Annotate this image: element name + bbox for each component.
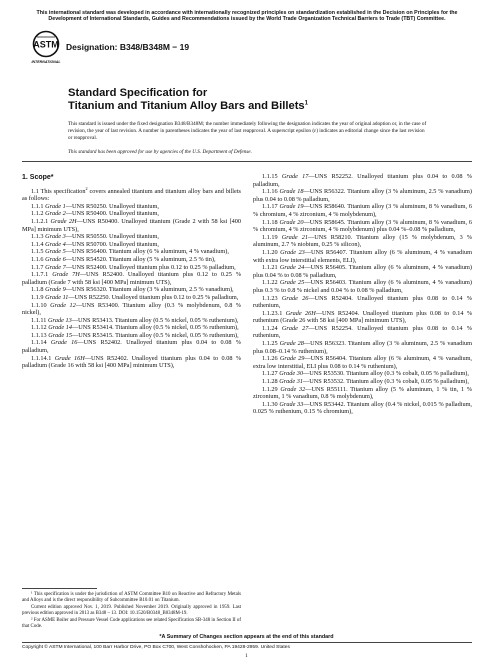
grade-description: —UNS R56407. Titanium alloy (6 % aluminum, 4 % vanadium with extra low interstitial elements, ELI), [253,248,473,264]
grade-description: —UNS R53415. Titanium alloy (0.5 % nickel, 0.05 % ruthenium), [71,331,239,339]
grade-item [253,188,472,203]
grade-item-number: 1.1.8 [31,286,44,294]
grade-name: Grade 19 [279,203,304,211]
title-text: Titanium and Titanium Alloy Bars and Billets [68,100,305,112]
right-column [253,173,472,416]
grade-item-number: 1.1.2 [31,210,44,218]
issuance-note: This standard is issued under the fixed designation B348/B348M; the number immediately following the designation indicates the year of original adoption or, in the case of revision, the year of last revision. A number in parentheses indicates the year of last reapproval. A superscript epsilon (ε) indicates an editorial change since the last revision or reapproval. [68,121,427,141]
grade-item [253,370,472,378]
grade-item [22,302,241,317]
grade-description: —UNS R53400. Titanium alloy (0.3 % molybdenum, 0.8 % nickel), [22,301,241,317]
grade-item-number: 1.1.23.1 [262,309,283,317]
grade-list-left [22,203,241,370]
grade-name: Grade 26 [281,294,309,302]
grade-description: —UNS R53413. Titanium alloy (0.5 % nickel, 0.05 % ruthenium), [71,316,239,324]
grade-description: —UNS R52254. Unalloyed titanium plus 0.08 to 0.14 % ruthenium, [253,324,472,340]
footnote-1: ¹ This specification is under the jurisdiction of ASTM Committee B10 on Reactive and Refractory Metals and Alloys and is the direct responsibility of Subcommittee B10.01 on Titanium. [22,592,241,603]
grade-name: Grade 16H [54,354,85,362]
grade-item-number: 1.1.25 [262,340,278,348]
grade-description: —UNS R52400. Unalloyed titanium plus 0.12 to 0.25 % palladium, [65,263,236,271]
grade-name: Grade 11 [45,293,69,301]
grade-item [253,249,472,264]
grade-item-number: 1.1.18 [262,218,278,226]
grade-item [253,279,472,294]
grade-item-number: 1.1.20 [262,248,278,256]
grade-item [22,294,241,302]
grade-name: Grade 5 [45,248,66,256]
grade-item-number: 1.1.3 [31,233,44,241]
grade-name: Grade 7H [52,271,80,279]
grade-description: —UNS R56404. Titanium alloy (6 % aluminum, 4 % vanadium, extra low interstitial, ELI plus 0.08 to 0.14 % ruthenium), [253,355,472,370]
scope-intro [22,185,241,203]
grade-name: Grade 17 [281,173,309,180]
grade-item-number: 1.1.29 [262,385,278,393]
grade-item [22,271,241,286]
grade-item [253,173,472,188]
grade-name: Grade 27 [281,324,309,332]
grade-item-number: 1.1.1 [31,202,44,210]
grade-item-number: 1.1.26 [262,355,278,363]
grade-item-number: 1.1.9 [31,293,44,301]
wto-note: This international standard was developed in accordance with internationally recognized principles on standardization established in the Decision on Principles for the Development of International Standards, Guides and Recommendations issued by the World Trade Organization Technical Barriers to Trade (TBT) Committee. [36,10,458,23]
grade-description: —UNS R50400. Unalloyed titanium (Grade 2 with 58 ksi [400 MPa] minimum UTS), [22,217,242,233]
grade-description: —UNS R50700. Unalloyed titanium, [65,240,159,248]
grade-item [22,339,241,354]
grade-item [22,218,241,233]
grade-item [22,317,241,325]
grade-description: —UNS R52402. Unalloyed titanium plus 0.04 to 0.08 % palladium (Grade 16 with 58 ksi [400 MPa] minimum UTS), [22,354,242,370]
grade-item [253,340,472,355]
grade-name: Grade 9 [45,286,66,294]
title-footnote-ref: 1 [304,100,308,107]
grade-description: —UNS R56320. Titanium alloy (3 % aluminum, 2.5 % vanadium), [65,286,234,294]
grade-description: —UNS R50400. Unalloyed titanium, [65,210,159,218]
grade-item-number: 1.1.13 [31,331,47,339]
grade-description: —UNS R50550. Unalloyed titanium, [65,233,159,241]
page-number: 1 [245,653,248,659]
grade-name: Grade 14 [48,324,72,332]
dod-approval-note: This standard has been approved for use by agencies of the U.S. Department of Defense. [68,149,252,155]
grade-name: Grade 18 [279,188,304,196]
grade-item-number: 1.1.7.1 [31,271,49,279]
grade-item [22,256,241,264]
grade-description: —UNS R56400. Titanium alloy (6 % aluminum, 4 % vanadium), [65,248,229,256]
grade-item [22,210,241,218]
scope-footnote-ref: 2 [85,185,88,191]
grade-item [253,219,472,234]
designation: Designation: B348/B348M − 19 [66,42,190,52]
grade-description: —UNS R52404. Unalloyed titanium plus 0.08 to 0.14 % ruthenium (Grade 26 with 58 ksi [400 MPa] minimum UTS), [253,309,473,325]
grade-description: —UNS R52252. Unalloyed titanium plus 0.04 to 0.08 % palladium, [253,173,472,188]
grade-description: —UNS R55111. Titanium alloy (5 % aluminum, 1 % tin, 1 % zirconium, 1 % vanadium, 0.8 % molybdenum), [253,385,472,401]
grade-item-number: 1.1.4 [31,240,44,248]
grade-item [22,264,241,272]
grade-description: —UNS R56405. Titanium alloy (6 % aluminum, 4 % vanadium) plus 0.04 % to 0.08 % palladium, [253,264,472,279]
grade-item-number: 1.1.22 [262,279,278,287]
grade-item-number: 1.1.23 [262,294,278,302]
grade-name: Grade 30 [279,370,303,378]
grade-description: —UNS R53414. Titanium alloy (0.5 % nickel, 0.05 % ruthenium), [71,324,239,332]
grade-item [253,401,472,416]
grade-name: Grade 7 [45,263,66,271]
grade-item [22,332,241,340]
grade-name: Grade 4 [45,240,66,248]
scope-intro-text-b: covers annealed titanium and titanium alloy bars and billets as follows: [22,187,241,203]
grade-item-number: 1.1.14 [31,339,47,347]
page-title [68,87,308,113]
grade-item-number: 1.1.15 [262,173,278,180]
copyright: Copyright © ASTM International, 100 Barr Harbor Drive, PO Box C700, West Conshohocken, PA 19428-2959. United States [22,645,290,650]
grade-item-number: 1.1.17 [262,203,278,211]
grade-description: —UNS R54520. Titanium alloy (5 % aluminum, 2.5 % tin), [65,255,216,263]
grade-item [253,310,472,325]
grade-item [253,325,472,340]
grade-description: —UNS R56403. Titanium alloy (6 % aluminum, 4 % vanadium) plus 0.3 % to 0.8 % nickel and 0.04 % to 0.08 % palladium, [253,279,472,294]
grade-item [22,248,241,256]
grade-name: Grade 29 [279,355,305,363]
bottom-divider [22,642,472,643]
divider [22,161,472,162]
grade-name: Grade 13 [47,316,72,324]
grade-item [22,241,241,249]
footnote-2: ² For ASME Boiler and Pressure Vessel Code applications see related Specification SB-348 in Section II of that Code. [22,617,241,629]
grade-description: —UNS R52404. Unalloyed titanium plus 0.08 to 0.14 % ruthenium, [253,294,472,310]
title-line-1: Standard Specification for [68,87,208,99]
grade-name: Grade 23 [280,248,305,256]
grade-name: Grade 28 [279,340,304,348]
grade-item [253,264,472,279]
grade-description: —UNS R56322. Titanium alloy (3 % aluminum, 2.5 % vanadium) plus 0.04 to 0.08 % palladium, [253,188,472,203]
grade-item-number: 1.1.5 [31,248,44,256]
grade-name: Grade 6 [45,255,66,263]
grade-name: Grade 31 [279,378,303,386]
grade-name: Grade 21 [281,233,308,241]
scope-intro-text-a: 1.1 This specification [31,187,86,195]
grade-name: Grade 1 [45,202,66,210]
grade-description: —UNS R50250. Unalloyed titanium, [65,202,159,210]
grade-item [253,234,472,249]
grade-item-number: 1.1.11 [31,316,47,324]
grade-description: —UNS R53442. Titanium alloy (0.4 % nickel, 0.015 % palladium, 0.025 % ruthenium, 0.15 % chromium), [253,400,472,416]
grade-item-number: 1.1.19 [262,233,278,241]
grade-description: —UNS R58210. Titanium alloy (15 % molybdenum, 3 % aluminum, 2.7 % niobium, 0.25 % silicon), [253,233,472,249]
grade-name: Grade 32 [280,385,306,393]
grade-item [22,203,241,211]
grade-description: —UNS R53532. Titanium alloy (0.3 % cobalt, 0.05 % palladium), [302,378,469,386]
grade-name: Grade 15 [48,331,72,339]
scope-heading: 1. Scope* [22,174,54,181]
grade-list-right [253,173,472,416]
logo-text: INTERNATIONAL [31,60,61,64]
grade-item-number: 1.1.28 [262,378,278,386]
footnotes [22,592,241,630]
grade-description: —UNS R58640. Titanium alloy (3 % aluminum, 8 % vanadium, 6 % chromium, 4 % zirconium, 4 % molybdenum), [253,203,473,218]
grade-name: Grade 3 [45,233,66,241]
grade-item [22,324,241,332]
grade-item-number: 1.1.16 [262,188,278,196]
grade-item-number: 1.1.30 [262,400,278,408]
grade-description: —UNS R53530. Titanium alloy (0.3 % cobalt, 0.05 % palladium), [302,370,469,378]
grade-item-number: 1.1.21 [262,264,278,272]
grade-description: —UNS R58645. Titanium alloy (3 % aluminum, 8 % vanadium, 6 % chromium, 4 % zirconium, 4 % molybdenum) plus 0.04 %–0.08 % palladium, [253,218,473,234]
grade-item [253,295,472,310]
grade-item-number: 1.1.6 [31,255,44,263]
grade-name: Grade 2 [45,210,66,218]
grade-item-number: 1.1.24 [262,324,278,332]
grade-name: Grade 2H [50,217,77,225]
footnote-1-edition: Current edition approved Nov. 1, 2019. Published November 2019. Originally approved in 1959. Last previous edition approved in 2013 as B348 – 13. DOI: 10.1520/B0348_B0348M-19. [22,604,241,616]
grade-description: —UNS R52250. Unalloyed titanium plus 0.12 to 0.25 % palladium, [68,293,239,301]
grade-item [253,378,472,386]
grade-name: Grade 33 [279,400,304,408]
left-column [22,168,241,370]
grade-item-number: 1.1.27 [262,370,278,378]
grade-item-number: 1.1.14.1 [31,354,52,362]
grade-name: Grade 12 [50,301,76,309]
grade-item-number: 1.1.7 [31,263,44,271]
grade-description: —UNS R52402. Unalloyed titanium plus 0.04 to 0.08 % palladium, [22,339,241,355]
footnote-divider [22,588,97,589]
grade-item-number: 1.1.10 [31,301,47,309]
grade-item [253,355,472,370]
grade-item [253,203,472,218]
grade-item-number: 1.1.12 [31,324,47,332]
grade-item [22,355,241,370]
grade-description: —UNS R52400. Unalloyed titanium plus 0.12 to 0.25 % palladium (Grade 7 with 58 ksi [400 MPa] minimum UTS), [22,271,242,286]
grade-item [22,233,241,241]
grade-name: Grade 25 [279,279,305,287]
grade-item [22,286,241,294]
grade-item-number: 1.1.2.1 [31,217,49,225]
astm-logo-icon [31,30,61,66]
grade-description: —UNS R56323. Titanium alloy (3 % aluminum, 2.5 % vanadium plus 0.08–0.14 % ruthenium), [253,340,472,355]
title-line-2 [68,100,308,113]
grade-name: Grade 16 [50,339,78,347]
grade-name: Grade 20 [279,218,304,226]
grade-item [253,386,472,401]
svg-text:ASTM: ASTM [33,39,59,50]
grade-name: Grade 24 [279,264,305,272]
summary-note: *A Summary of Changes section appears at the end of this standard [159,634,334,640]
grade-name: Grade 26H [285,309,316,317]
